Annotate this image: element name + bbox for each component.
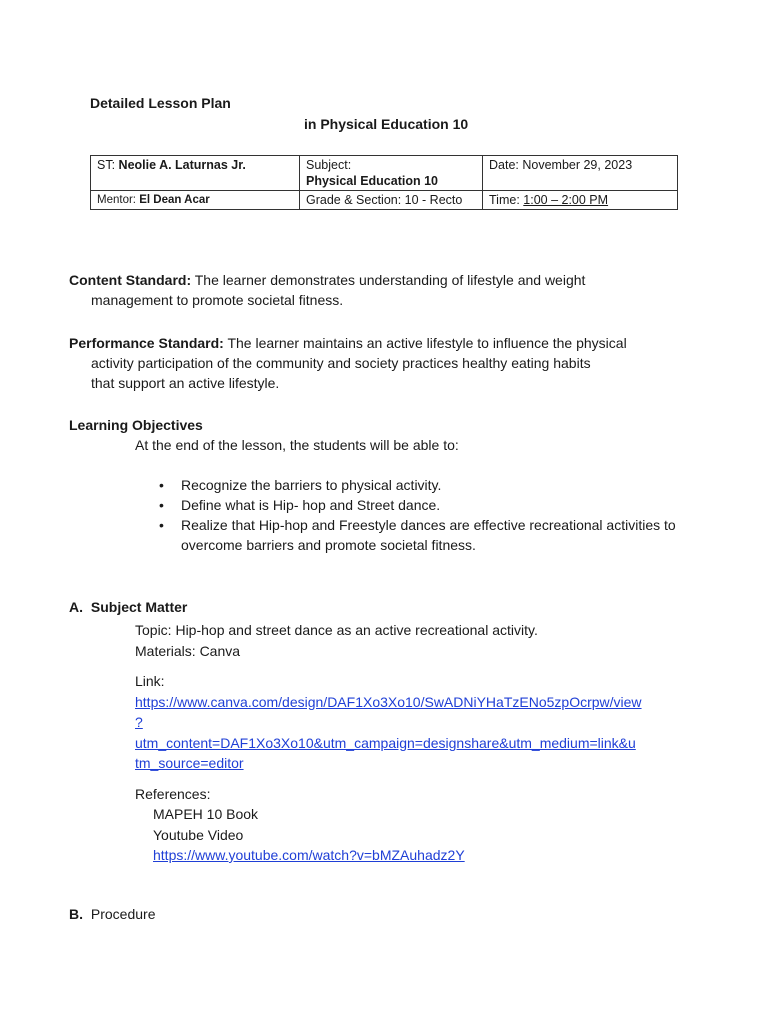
subject-cell: [300, 156, 483, 191]
references-label: References:: [135, 785, 211, 802]
canva-link-line[interactable]: ?: [135, 714, 143, 730]
section-letter-b: B.: [69, 906, 83, 922]
student-teacher-cell: [91, 156, 300, 191]
document-title: Detailed Lesson Plan: [90, 95, 231, 111]
objectives-list: [135, 475, 701, 555]
performance-standard-text: The learner maintains an active lifestyle to influence the physical: [223, 335, 627, 351]
performance-standard-text-cont: activity participation of the community and society practices healthy eating habits: [91, 355, 591, 371]
lesson-info-table: [90, 155, 678, 210]
link-label: Link:: [135, 673, 165, 689]
list-item: • Define what is Hip- hop and Street dance.: [181, 495, 701, 515]
content-standard-text: The learner demonstrates understanding of lifestyle and weight: [191, 272, 586, 288]
reference-book: MAPEH 10 Book: [153, 806, 259, 822]
list-item: • Realize that Hip-hop and Freestyle dances are effective recreational activities to overcome barriers and promote societal fitness.: [181, 515, 701, 555]
mentor-label: Mentor:: [97, 194, 136, 206]
subject-value: Physical Education 10: [306, 174, 438, 188]
reference-video: Youtube Video: [153, 826, 244, 843]
youtube-link[interactable]: https://www.youtube.com/watch?v=bMZAuhadz2Y: [153, 847, 465, 863]
topic-text: Topic: Hip-hop and street dance as an active recreational activity.: [135, 622, 538, 638]
canva-link-line[interactable]: tm_source=editor: [135, 755, 244, 771]
content-standard-label: Content Standard:: [69, 272, 192, 288]
content-standard-text-cont: management to promote societal fitness.: [91, 292, 344, 308]
subject-matter-heading: [69, 599, 187, 615]
canva-link-line[interactable]: https://www.canva.com/design/DAF1Xo3Xo10/SwADNiYHaTzENo5zpOcrpw/view: [135, 693, 642, 710]
grade-section-cell: Grade & Section: 10 - Recto: [300, 191, 483, 210]
table-row: [91, 156, 678, 191]
canva-link[interactable]: [135, 692, 695, 774]
st-name: Neolie A. Laturnas Jr.: [118, 158, 246, 172]
procedure-title: Procedure: [90, 906, 156, 922]
time-value: 1:00 – 2:00 PM: [523, 193, 609, 207]
performance-standard-text-cont2: that support an active lifestyle.: [91, 375, 280, 391]
learning-objectives-intro: At the end of the lesson, the students will be able to:: [135, 437, 459, 453]
date-cell: Date: November 29, 2023: [483, 156, 678, 191]
performance-standard: [69, 333, 669, 393]
subject-label: Subject:: [306, 158, 352, 172]
time-label: Time:: [489, 193, 520, 207]
mentor-name: El Dean Acar: [139, 194, 210, 206]
list-item: • Recognize the barriers to physical activity.: [181, 475, 701, 495]
time-cell: [483, 191, 678, 210]
subject-matter-body: [135, 620, 695, 866]
learning-objectives-heading: Learning Objectives: [69, 417, 203, 433]
performance-standard-label: Performance Standard:: [69, 335, 224, 351]
subject-matter-title: Subject Matter: [90, 599, 188, 615]
st-label: ST:: [97, 158, 116, 172]
materials-text: Materials: Canva: [135, 642, 241, 659]
canva-link-line[interactable]: utm_content=DAF1Xo3Xo10&utm_campaign=designshare&utm_medium=link&u: [135, 734, 636, 751]
mentor-cell: [91, 191, 300, 210]
content-standard: [69, 270, 669, 310]
section-letter-a: A.: [69, 599, 83, 615]
procedure-heading: [69, 906, 155, 922]
table-row: [91, 191, 678, 210]
document-subtitle: in Physical Education 10: [304, 116, 469, 132]
